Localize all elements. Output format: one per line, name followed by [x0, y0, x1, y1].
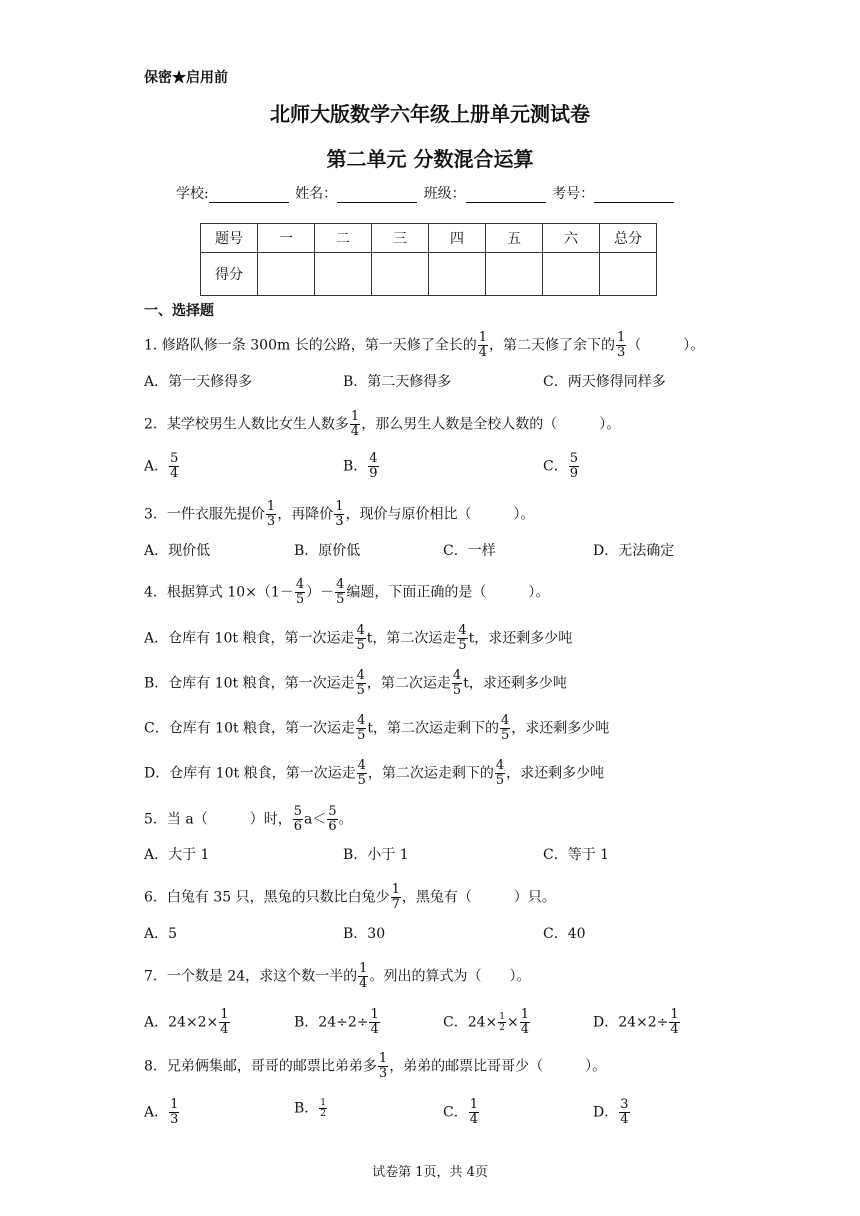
option-letter: A． — [144, 1104, 169, 1121]
fraction — [169, 452, 179, 481]
denominator: 9 — [369, 466, 378, 481]
option-text: B．24÷2÷ — [294, 1014, 369, 1031]
q1-option-c[interactable]: C．两天修得同样多 — [543, 374, 666, 390]
fraction — [500, 714, 510, 743]
exam-number-blank[interactable] — [594, 188, 674, 203]
option-letter: D． — [593, 1104, 619, 1121]
denominator: 6 — [328, 819, 337, 834]
denominator: 4 — [370, 1022, 379, 1037]
fraction — [295, 578, 305, 607]
fraction — [616, 331, 626, 360]
q1-text: （ ）。 — [627, 337, 705, 354]
q7-option-d[interactable] — [593, 1008, 681, 1037]
q8-option-c[interactable] — [443, 1098, 480, 1127]
numerator: 1 — [469, 1097, 478, 1112]
fraction — [356, 714, 366, 743]
question-4 — [144, 578, 549, 607]
numerator: 1 — [617, 330, 626, 345]
fraction — [498, 1012, 506, 1033]
numerator: 1 — [670, 1007, 679, 1022]
option-text: B．仓库有 10t 粮食，第一次运走 — [144, 675, 355, 692]
numerator: 4 — [357, 713, 366, 728]
denominator: 4 — [350, 424, 360, 439]
q5-option-c[interactable]: C．等于 1 — [543, 847, 610, 863]
option-text: ，求还剩多少吨 — [506, 765, 605, 782]
fraction — [334, 500, 344, 529]
numerator: 1 — [170, 1097, 179, 1112]
option-text: ，求还剩多少吨 — [511, 720, 610, 737]
page-footer: 试卷第 1页，共 4页 — [372, 1165, 488, 1180]
q2-option-c[interactable] — [543, 452, 580, 481]
numerator: 4 — [356, 623, 365, 638]
score-cell[interactable] — [429, 253, 486, 296]
fraction — [355, 624, 365, 653]
numerator: 1 — [499, 1012, 505, 1022]
q1-option-b[interactable]: B．第二天修得多 — [343, 374, 452, 390]
fraction — [478, 331, 488, 360]
option-text: t，求还剩多少吨 — [463, 675, 567, 692]
fraction — [335, 578, 345, 607]
score-header-cell: 二 — [315, 224, 372, 253]
fraction — [369, 1008, 379, 1037]
fraction — [495, 759, 505, 788]
denominator: 5 — [357, 728, 366, 743]
option-text: ，第二次运走剩下的 — [367, 765, 494, 782]
score-header-cell: 三 — [372, 224, 429, 253]
numerator: 1 — [359, 961, 368, 976]
fraction — [569, 452, 579, 481]
q6-text: ，黑兔有（ ）只。 — [401, 889, 556, 906]
q1-text: 1. 修路队修一条 300m 长的公路，第一天修了全长的 — [144, 337, 477, 354]
numerator: 4 — [295, 577, 305, 592]
denominator: 5 — [452, 683, 462, 698]
score-cell[interactable] — [315, 253, 372, 296]
name-label: 姓名： — [295, 186, 338, 202]
numerator: 4 — [369, 451, 378, 466]
confidential-label: 保密★启用前 — [144, 70, 228, 86]
q6-option-c[interactable]: C．40 — [543, 926, 586, 942]
q6-text: 6．白兔有 35 只，黑兔的只数比白兔少 — [144, 889, 390, 906]
denominator: 4 — [520, 1022, 530, 1037]
option-text: t，求还剩多少吨 — [468, 630, 573, 647]
denominator: 4 — [220, 1022, 229, 1037]
student-info-line — [176, 183, 676, 203]
fraction — [358, 962, 368, 991]
score-header-cell: 六 — [543, 224, 600, 253]
fraction — [319, 1098, 327, 1119]
q5-option-b[interactable]: B．小于 1 — [343, 847, 409, 863]
option-letter: C． — [443, 1104, 468, 1121]
q7-option-a[interactable] — [144, 1008, 231, 1037]
score-header-cell: 五 — [486, 224, 543, 253]
numerator: 1 — [220, 1007, 229, 1022]
denominator: 2 — [499, 1023, 505, 1033]
fraction — [452, 669, 462, 698]
fraction — [219, 1008, 229, 1037]
q4-option-b[interactable] — [144, 669, 567, 698]
question-1 — [144, 331, 704, 360]
fraction — [293, 805, 303, 834]
numerator: 4 — [458, 623, 467, 638]
fraction — [368, 452, 378, 481]
question-6 — [144, 883, 556, 912]
denominator: 3 — [335, 514, 344, 529]
numerator: 1 — [320, 1098, 327, 1108]
q4-option-c[interactable] — [144, 714, 609, 743]
question-5 — [144, 805, 353, 834]
denominator: 5 — [336, 592, 345, 607]
exam-number-label: 考号： — [552, 186, 595, 202]
numerator: 4 — [500, 713, 510, 728]
q6-option-b[interactable]: B．30 — [343, 926, 386, 942]
numerator: 1 — [370, 1007, 379, 1022]
q3-option-a[interactable]: A．现价低 — [144, 543, 211, 559]
score-cell[interactable] — [258, 253, 315, 296]
denominator: 4 — [170, 466, 179, 481]
fraction — [469, 1098, 479, 1127]
q3-option-b[interactable]: B．原价低 — [294, 543, 361, 559]
fraction — [327, 805, 337, 834]
denominator: 4 — [478, 345, 487, 360]
denominator: 9 — [569, 466, 578, 481]
numerator: 3 — [620, 1097, 629, 1112]
option-text: A．24×2× — [144, 1014, 219, 1031]
option-text: C．仓库有 10t 粮食，第一次运走 — [144, 720, 356, 737]
fraction — [266, 500, 276, 529]
denominator: 5 — [458, 638, 467, 653]
fraction — [169, 1098, 179, 1127]
score-header-cell: 一 — [258, 224, 315, 253]
q6-option-a[interactable]: A．5 — [144, 926, 178, 942]
q7-option-b[interactable] — [294, 1008, 381, 1037]
denominator: 3 — [378, 1066, 388, 1081]
option-text: D．24×2÷ — [593, 1014, 669, 1031]
denominator: 5 — [357, 773, 366, 788]
q3-text: 3．一件衣服先提价 — [144, 506, 265, 523]
q4-option-a[interactable] — [144, 624, 572, 653]
class-blank[interactable] — [466, 188, 546, 203]
denominator: 6 — [293, 819, 302, 834]
fraction — [457, 624, 467, 653]
denominator: 5 — [500, 728, 510, 743]
score-table — [200, 223, 657, 296]
q2-option-b[interactable] — [343, 452, 380, 481]
option-text: C．24× — [443, 1014, 498, 1031]
denominator: 7 — [391, 897, 400, 912]
option-letter: A． — [144, 458, 169, 475]
score-header-cell: 四 — [429, 224, 486, 253]
denominator: 3 — [266, 514, 276, 529]
denominator: 5 — [356, 638, 365, 653]
denominator: 5 — [356, 683, 365, 698]
fraction — [669, 1008, 679, 1037]
q1-text: ，第二天修了余下的 — [489, 337, 615, 354]
q8-option-d[interactable] — [593, 1098, 631, 1127]
denominator: 3 — [170, 1112, 179, 1127]
q3-option-c[interactable]: C．一样 — [443, 543, 496, 559]
q7-text: 。列出的算式为（ ）。 — [369, 968, 531, 985]
numerator: 1 — [391, 882, 400, 897]
q4-text: 4．根据算式 10×（1－ — [144, 584, 294, 601]
numerator: 1 — [378, 1051, 388, 1066]
numerator: 1 — [335, 499, 344, 514]
option-letter: C． — [543, 458, 568, 475]
option-text: A．仓库有 10t 粮食，第一次运走 — [144, 630, 355, 647]
fraction — [356, 669, 366, 698]
question-2 — [144, 410, 620, 439]
q2-option-a[interactable] — [144, 452, 180, 481]
denominator: 4 — [469, 1112, 478, 1127]
numerator: 4 — [356, 668, 365, 683]
q8-text: 8．兄弟俩集邮，哥哥的邮票比弟弟多 — [144, 1058, 377, 1075]
fraction — [357, 759, 367, 788]
option-text: × — [507, 1014, 519, 1031]
numerator: 4 — [452, 668, 462, 683]
fraction — [378, 1052, 388, 1081]
numerator: 4 — [357, 758, 366, 773]
score-cell[interactable] — [600, 253, 657, 296]
q8-option-a[interactable] — [144, 1098, 180, 1127]
numerator: 5 — [293, 804, 302, 819]
exam-title: 北师大版数学六年级上册单元测试卷 — [270, 102, 590, 126]
q3-text: ，现价与原价相比（ ）。 — [345, 506, 535, 523]
q5-text: a＜ — [304, 811, 327, 828]
score-header-cell: 总分 — [600, 224, 657, 253]
section-heading: 一、选择题 — [144, 303, 214, 319]
q5-option-a[interactable]: A．大于 1 — [144, 847, 210, 863]
school-blank[interactable] — [209, 188, 289, 203]
class-label: 班级： — [423, 186, 466, 202]
name-blank[interactable] — [337, 188, 417, 203]
school-label: 学校: — [176, 186, 209, 202]
fraction — [520, 1008, 530, 1037]
denominator: 5 — [495, 773, 505, 788]
q3-text: ，再降价 — [277, 506, 334, 523]
score-cell[interactable] — [486, 253, 543, 296]
question-8 — [144, 1052, 606, 1081]
denominator: 4 — [359, 976, 368, 991]
q2-text: ，那么男生人数是全校人数的（ ）。 — [361, 416, 621, 433]
q7-text: 7．一个数是 24，求这个数一半的 — [144, 968, 358, 985]
numerator: 5 — [170, 451, 179, 466]
q8-option-b[interactable] — [294, 1098, 328, 1119]
option-text: D．仓库有 10t 粮食，第一次运走 — [144, 765, 356, 782]
fraction — [350, 410, 360, 439]
option-letter: B． — [294, 1100, 319, 1117]
numerator: 1 — [520, 1007, 530, 1022]
numerator: 5 — [569, 451, 578, 466]
score-header-cell: 题号 — [201, 224, 258, 253]
numerator: 1 — [266, 499, 276, 514]
numerator: 1 — [478, 330, 487, 345]
q1-option-a[interactable]: A．第一天修得多 — [144, 374, 253, 390]
denominator: 4 — [620, 1112, 629, 1127]
denominator: 5 — [295, 592, 305, 607]
q2-text: 2．某学校男生人数比女生人数多 — [144, 416, 349, 433]
fraction — [619, 1098, 629, 1127]
denominator: 3 — [617, 345, 626, 360]
score-row-label: 得分 — [201, 253, 258, 296]
option-letter: B． — [343, 458, 368, 475]
q5-text: 5．当 a（ ）时， — [144, 811, 292, 828]
option-text: t，第二次运走剩下的 — [367, 720, 499, 737]
denominator: 4 — [670, 1022, 679, 1037]
question-7 — [144, 962, 530, 991]
numerator: 1 — [350, 409, 360, 424]
question-3 — [144, 500, 534, 529]
q4-text: 编题，下面正确的是（ ）。 — [346, 584, 550, 601]
numerator: 4 — [336, 577, 345, 592]
q5-text: 。 — [338, 811, 353, 828]
numerator: 5 — [328, 804, 337, 819]
denominator: 2 — [320, 1109, 327, 1119]
q7-option-c[interactable] — [443, 1008, 531, 1037]
numerator: 4 — [495, 758, 505, 773]
exam-subtitle: 第二单元 分数混合运算 — [326, 147, 534, 171]
fraction — [391, 883, 401, 912]
q3-option-d[interactable]: D．无法确定 — [593, 543, 675, 559]
score-cell[interactable] — [543, 253, 600, 296]
option-text: ，第二次运走 — [366, 675, 451, 692]
q4-option-d[interactable] — [144, 759, 604, 788]
q8-text: ，弟弟的邮票比哥哥少（ ）。 — [389, 1058, 607, 1075]
score-cell[interactable] — [372, 253, 429, 296]
option-text: t，第二次运走 — [366, 630, 457, 647]
q4-text: ）－ — [306, 584, 335, 601]
